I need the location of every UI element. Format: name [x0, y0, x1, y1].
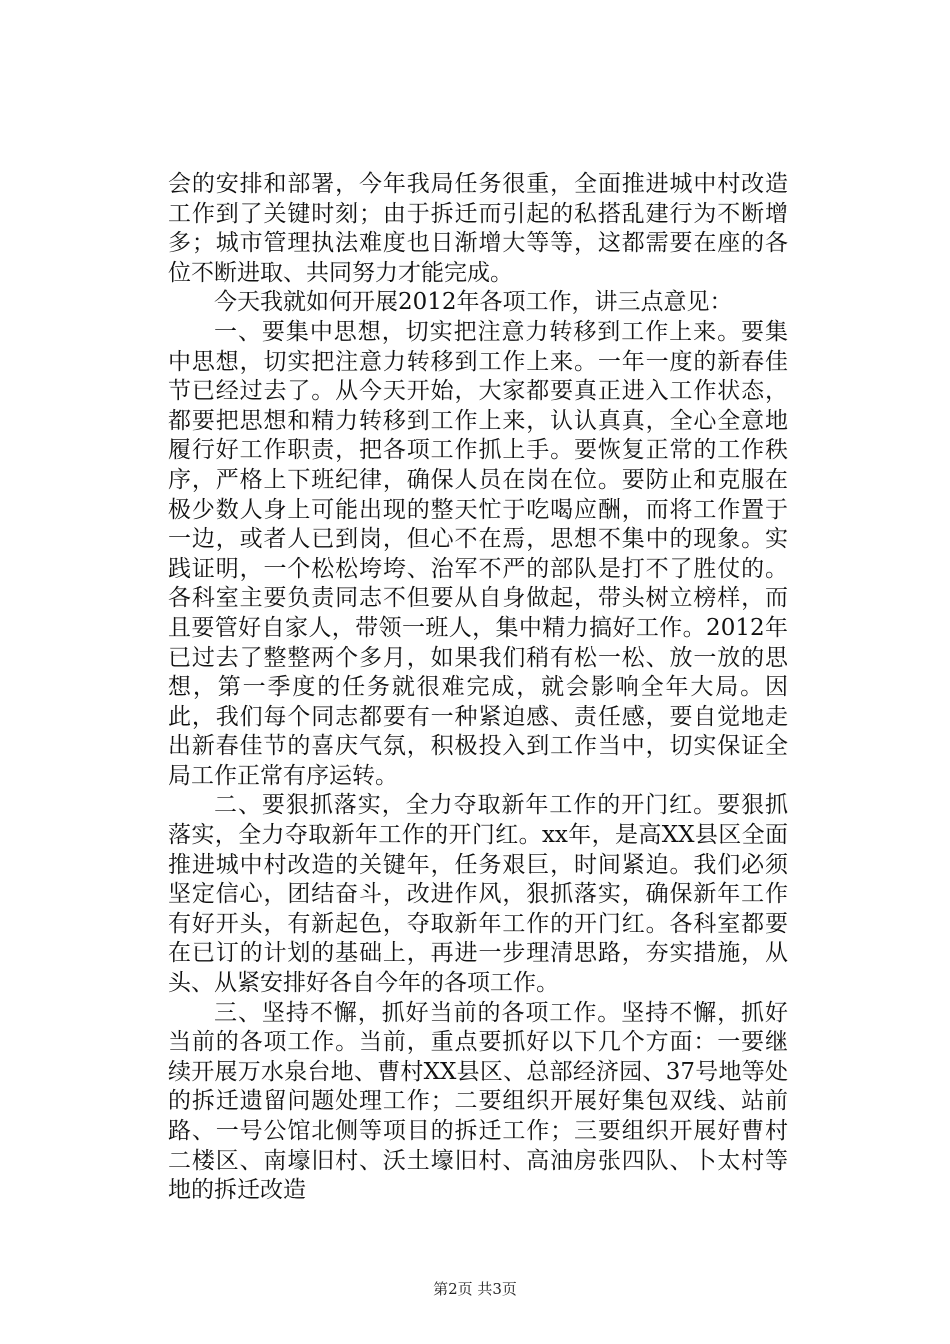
document-body [168, 170, 788, 1206]
paragraph-continued: 会的安排和部署，今年我局任务很重，全面推进城中村改造工作到了关键时刻；由于拆迁而引起的私搭乱建行为不断增多；城市管理执法难度也日渐增大等等，这都需要在座的各位不断进取、共同努力才能完成。 [168, 171, 788, 286]
paragraph-point-one: 一、要集中思想，切实把注意力转移到工作上来。要集中思想，切实把注意力转移到工作上来。一年一度的新春佳节已经过去了。从今天开始，大家都要真正进入工作状态，都要把思想和精力转移到工作上来，认认真真，全心全意地履行好工作职责，把各项工作抓上手。要恢复正常的工作秩序，严格上下班纪律，确保人员在岗在位。要防止和克服在极少数人身上可能出现的整天忙于吃喝应酬，而将工作置于一边，或者人已到岗，但心不在焉，思想不集中的现象。实践证明，一个松松垮垮、治军不严的部队是打不了胜仗的。各科室主要负责同志不但要从自身做起，带头树立榜样，而且要管好自家人，带领一班人，集中精力搞好工作。2012年已过去了整整两个多月，如果我们稍有松一松、放一放的思想，第一季度的任务就很难完成，就会影响全年大局。因此，我们每个同志都要有一种紧迫感、责任感，要自觉地走出新春佳节的喜庆气氛，积极投入到工作当中，切实保证全局工作正常有序运转。 [168, 318, 788, 789]
page-footer: 第2页 共3页 [433, 1280, 517, 1298]
paragraph-point-two: 二、要狠抓落实，全力夺取新年工作的开门红。要狠抓落实，全力夺取新年工作的开门红。xx年，是高XX县区全面推进城中村改造的关键年，任务艰巨，时间紧迫。我们必须坚定信心，团结奋斗，改进作风，狠抓落实，确保新年工作有好开头，有新起色，夺取新年工作的开门红。各科室都要在已订的计划的基础上，再进一步理清思路，夯实措施，从头、从紧安排好各自今年的各项工作。 [168, 792, 788, 997]
paragraph-point-three: 三、坚持不懈，抓好当前的各项工作。坚持不懈，抓好当前的各项工作。当前，重点要抓好以下几个方面：一要继续开展万水泉台地、曹村XX县区、总部经济园、37号地等处的拆迁遗留问题处理工作；二要组织开展好集包双线、站前路、一号公馆北侧等项目的拆迁工作；三要组织开展好曹村二楼区、南壕旧村、沃土壕旧村、高油房张四队、卜太村等地的拆迁改造 [168, 999, 788, 1204]
paragraph-intro: 今天我就如何开展2012年各项工作，讲三点意见： [214, 289, 733, 316]
